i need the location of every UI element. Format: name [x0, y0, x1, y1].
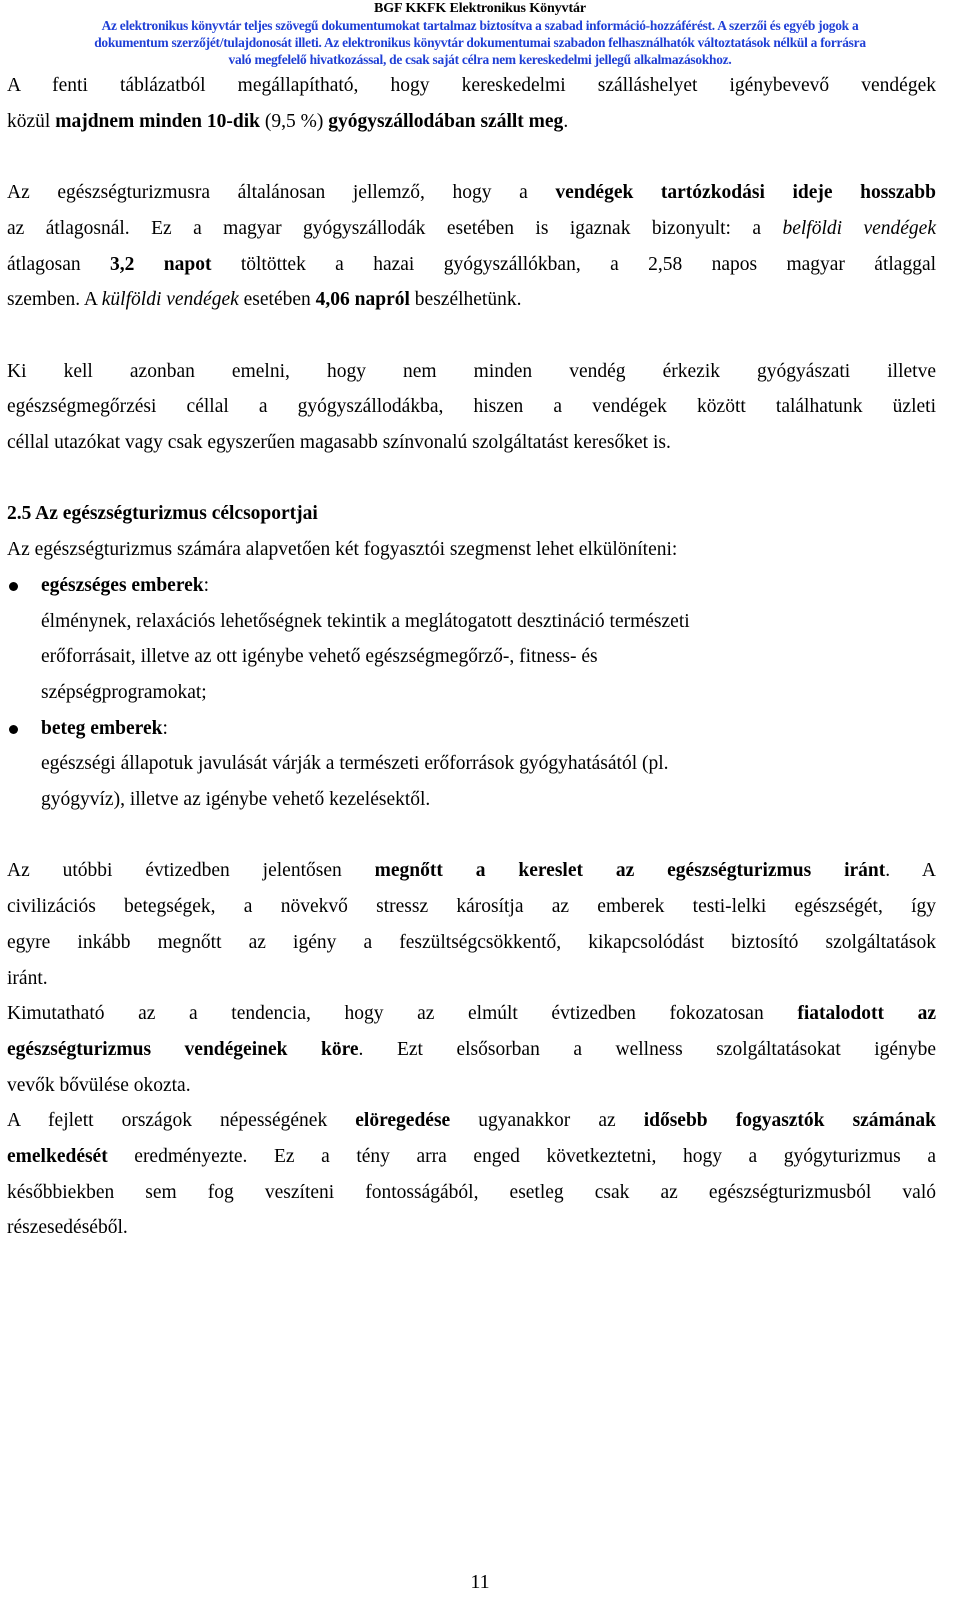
target-group-list — [7, 568, 936, 818]
bold-text: megnőtt a kereslet az egészségturizmus iránt — [374, 860, 886, 882]
text: töltöttek a hazai gyógyszállókban, a 2,58 napos magyar átlaggal — [211, 253, 937, 275]
text: az átlagosnál. Ez a magyar gyógyszállodák esetében is igaznak bizonyult: a — [7, 217, 783, 239]
bold-text: 4,06 napról — [315, 289, 410, 311]
text: Kimutatható az a tendencia, hogy az elmúlt évtizedben fokozatosan — [7, 1003, 798, 1025]
text: . A — [885, 860, 936, 882]
text-line — [7, 1139, 936, 1175]
bold-text: fiatalodott az — [797, 1003, 936, 1025]
paragraph-guest-purposes — [7, 354, 936, 461]
list-item-title: egészséges emberek — [41, 574, 204, 596]
text: átlagosan — [7, 253, 111, 275]
library-header — [0, 0, 960, 68]
document-body — [7, 68, 936, 1246]
list-item-line: gyógyvíz), illetve az igénybe vehető kezelésektől. — [41, 789, 431, 811]
bold-text: majdnem minden 10-dik — [55, 110, 260, 132]
text-line: iránt. — [7, 967, 48, 989]
text-line: részesedéséből. — [7, 1217, 128, 1239]
text: szemben. A — [7, 289, 102, 311]
bold-text: idősebb fogyasztók számának — [643, 1110, 936, 1132]
text: (9,5 %) — [259, 110, 329, 132]
page-number: 11 — [470, 1571, 490, 1593]
text: Az egészségturizmusra általánosan jellemző, hogy a — [7, 182, 556, 204]
text-line: civilizációs betegségek, a növekvő stressz károsítja az emberek testi-lelki egészségét, így — [7, 896, 936, 918]
text: . Ezt elsősorban a wellness szolgáltatásokat igénybe — [358, 1038, 936, 1060]
text-line — [7, 175, 936, 211]
paragraph-demand-growth — [7, 853, 936, 996]
bullet-icon — [9, 725, 18, 734]
header-notice-line-3: való megfelelő hivatkozással, de csak saját célra nem kereskedelmi jellegű alkalmazásokhoz. — [228, 52, 732, 67]
paragraph-younger-guests — [7, 996, 936, 1103]
text-line: egészségmegőrzési céllal a gyógyszállodákba, hiszen a vendégek között találhatunk üzleti — [7, 396, 936, 418]
text: A fejlett országok népességének — [7, 1110, 356, 1132]
text: beszélhetünk. — [409, 289, 522, 311]
text: . — [563, 110, 569, 132]
text-line — [7, 247, 936, 283]
list-item — [7, 568, 936, 604]
text: ugyanakkor az — [450, 1110, 644, 1132]
text: Az utóbbi évtizedben jelentősen — [7, 860, 375, 882]
text: eredményezte. Ez a tény arra enged következtetni, hogy a gyógyturizmus a — [107, 1146, 936, 1168]
text-line — [7, 104, 936, 140]
paragraph-stay-length — [7, 175, 936, 318]
text-line — [7, 853, 936, 889]
paragraph-table-conclusion — [7, 68, 936, 139]
text: : — [162, 717, 168, 739]
header-title: BGF KKFK Elektronikus Könyvtár — [373, 1, 587, 16]
text-line — [7, 1103, 936, 1139]
italic-text: külföldi vendégek — [101, 289, 239, 311]
bold-text: emelkedését — [7, 1146, 108, 1168]
bold-text: vendégek tartózkodási ideje hosszabb — [555, 182, 936, 204]
bold-text: 3,2 napot — [110, 253, 212, 275]
header-notice-line-1: Az elektronikus könyvtár teljes szövegű dokumentumokat tartalmaz biztosítva a szabad információ-hozzáférést. A szerzői és egyéb jogok a — [101, 18, 859, 33]
list-item — [7, 711, 936, 747]
text-line — [7, 211, 936, 247]
text-line — [7, 68, 936, 104]
list-item-title: beteg emberek — [41, 717, 163, 739]
list-item-line: élménynek, relaxációs lehetőségnek tekintik a meglátogatott desztináció természeti — [41, 610, 690, 632]
text-line: egyre inkább megnőtt az igény a feszültségcsökkentő, kikapcsolódást biztosító szolgáltatások — [7, 931, 936, 953]
text: A fenti táblázatból megállapítható, hogy kereskedelmi szálláshelyet igénybevevő vendégek — [7, 75, 936, 96]
bold-text: gyógyszállodában szállt meg — [328, 110, 564, 132]
text-line: Ki kell azonban emelni, hogy nem minden vendég érkezik gyógyászati illetve — [7, 360, 936, 382]
paragraph-ageing-population — [7, 1103, 936, 1246]
text-line — [7, 996, 936, 1032]
text: közül — [7, 110, 56, 132]
text-line: vevők bővülése okozta. — [7, 1074, 191, 1096]
bold-text: elöregedése — [355, 1110, 451, 1132]
header-notice-line-2: dokumentum szerzőjét/tulajdonosát illeti. Az elektronikus könyvtár dokumentumai szabadon felhasználhatók változtatások nélkül a forrásra — [94, 35, 866, 50]
bullet-icon — [9, 582, 18, 591]
list-item-line: erőforrásait, illetve az ott igénybe vehető egészségmegőrző-, fitness- és — [41, 646, 598, 668]
italic-text: belföldi vendégek — [782, 217, 936, 239]
text-line: céllal utazókat vagy csak egyszerűen magasabb színvonalú szolgáltatást keresőket is. — [7, 432, 671, 453]
text: esetében — [238, 289, 316, 311]
bold-text: egészségturizmus vendégeinek köre — [7, 1038, 359, 1060]
text: : — [203, 574, 210, 596]
list-item-line: egészségi állapotuk javulását várják a természeti erőforrások gyógyhatásától (pl. — [41, 753, 669, 775]
text-line: későbbiekben sem fog veszíteni fontosságából, esetleg csak az egészségturizmusból való — [7, 1181, 936, 1203]
text-line — [7, 282, 936, 318]
section-intro: Az egészségturizmus számára alapvetően két fogyasztói szegmenst lehet elkülöníteni: — [7, 539, 678, 561]
list-item-line: szépségprogramokat; — [41, 681, 207, 703]
text-line — [7, 1032, 936, 1068]
section-heading: 2.5 Az egészségturizmus célcsoportjai — [7, 503, 318, 525]
